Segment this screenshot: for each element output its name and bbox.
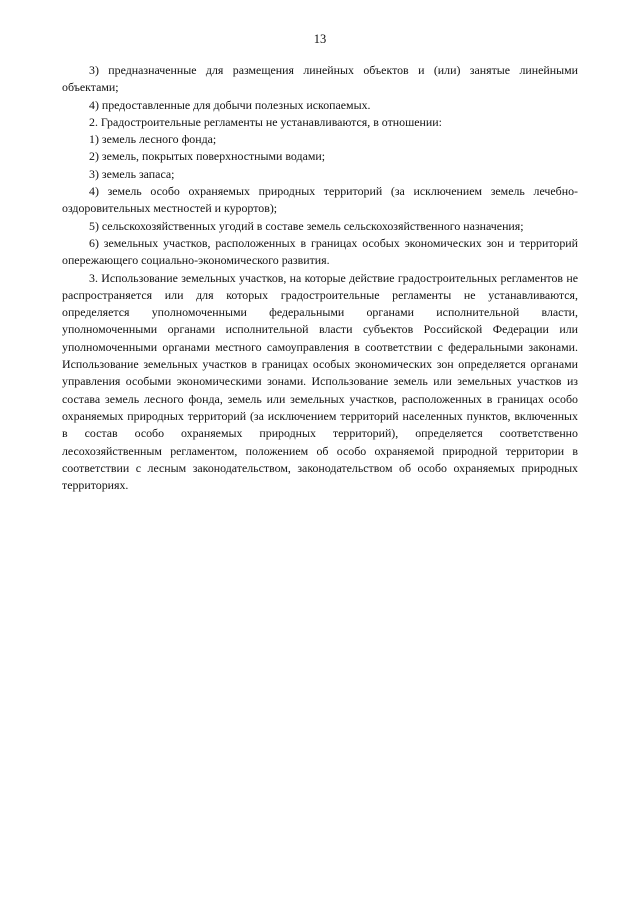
paragraph-agricultural-lands: 5) сельскохозяйственных угодий в составе земель сельскохозяйственного назначения; xyxy=(89,218,524,233)
paragraph-linear-objects: 3) предназначенные для размещения линейных объектов и (или) занятые линейными объектами; xyxy=(62,63,578,95)
paragraph-regulations-not-established: 2. Градостроительные регламенты не устанавливаются, в отношении: xyxy=(89,114,442,129)
paragraph-surface-water-lands: 2) земель, покрытых поверхностными водами; xyxy=(89,149,326,164)
paragraph-land-use-determination: 3. Использование земельных участков, на которые действие градостроительных регламентов не распространяется или для которых градостроительные регламенты не устанавливаются, определяется уполномоченными федеральными органами исполнительной власти, уполномоченными органами исполнительной власти субъектов Российской Федерации или уполномоченными органами местного самоуправления в соответствии с федеральными законами. Использование земельных участков в границах особых экономических зон определяется органами управления особыми экономическими зонами. Использование земель или земельных участков из состава земель лесного фонда, земель или земельных участков, расположенных в границах особо охраняемых природных территорий (за исключением территорий населенных пунктов, включенных в состав особо охраняемых природных территорий), определяется соответственно лесохозяйственным регламентом, положением об особо охраняемой природной территории в соответствии с лесным законодательством, законодательством об особо охраняемых природных территориях. xyxy=(62,270,578,493)
paragraph-mineral-extraction: 4) предоставленные для добычи полезных ископаемых. xyxy=(89,97,371,112)
paragraph-forest-fund-lands: 1) земель лесного фонда; xyxy=(89,132,217,147)
paragraph-economic-zones: 6) земельных участков, расположенных в границах особых экономических зон и территорий опережающего социально-экономического развития. xyxy=(62,235,578,268)
paragraph-reserve-lands: 3) земель запаса; xyxy=(89,166,175,181)
page-number: 13 xyxy=(313,32,327,46)
paragraph-protected-territories: 4) земель особо охраняемых природных территорий (за исключением земель лечебно-оздоровительных местностей и курортов); xyxy=(62,184,578,216)
document-body xyxy=(62,62,578,494)
